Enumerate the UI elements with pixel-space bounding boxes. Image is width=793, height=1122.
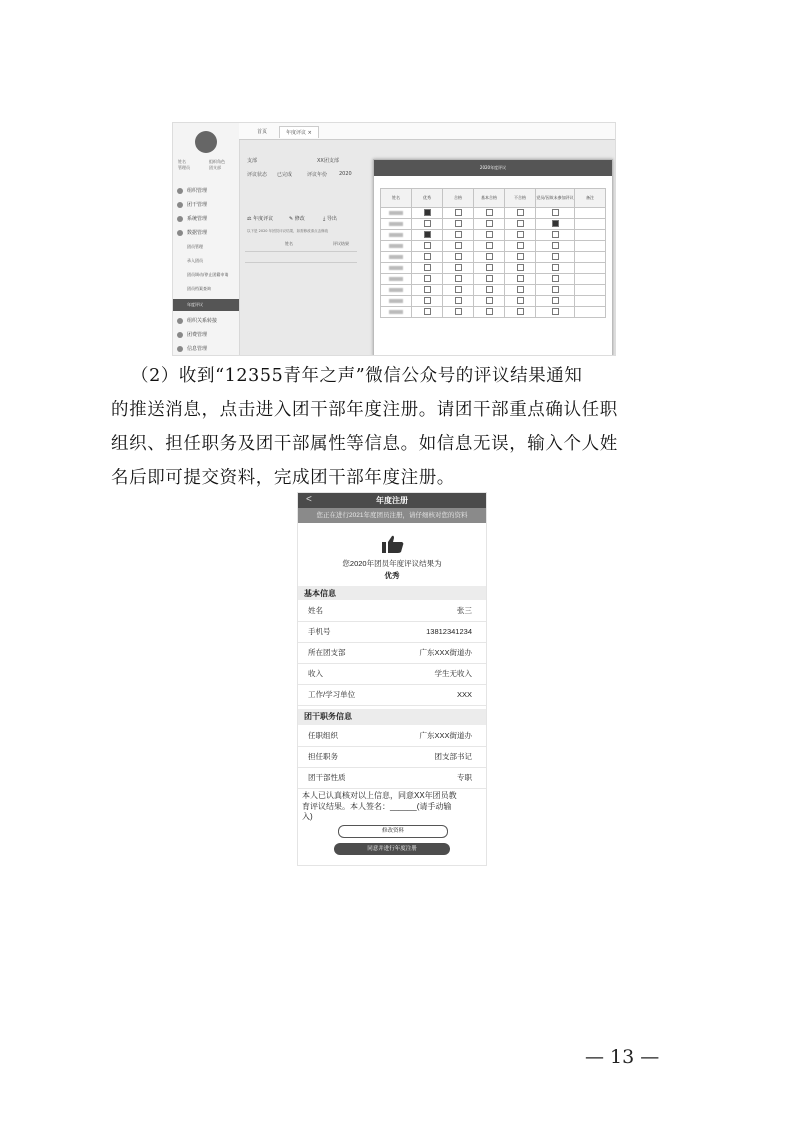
checkbox[interactable] [552,275,559,282]
grid-name-cell [381,263,412,274]
grid-check-cell [505,219,536,230]
info-row [298,663,486,685]
checkbox[interactable] [455,264,462,271]
hint-text: 以下是 2020 年团员评议结果，如需修改请点击修改 [247,229,329,233]
row-value: XXX [456,690,472,699]
menu-label: 组织关系转接 [187,318,218,324]
blurred-name [389,310,403,314]
blurred-name [389,233,403,237]
info-row [298,621,486,643]
grid-check-cell [536,208,575,219]
checkbox[interactable] [486,308,493,315]
grid-check-cell [474,296,505,307]
menu-label: 团费管理 [187,332,208,338]
grid-row [381,285,606,296]
checkbox[interactable] [517,297,524,304]
grid-note-cell [575,252,606,263]
filter-value[interactable]: XX团支部 [317,158,339,164]
checkbox[interactable] [552,209,559,216]
grid-check-cell [443,208,474,219]
row-key: 担任职务 [308,752,338,761]
checkbox[interactable] [486,264,493,271]
menu-label: 团干管理 [187,202,208,208]
grid-name-cell [381,307,412,318]
grid-check-cell [536,263,575,274]
export-button[interactable]: ⤓ 导出 [323,216,337,222]
grid-note-cell [575,296,606,307]
grid-check-cell [536,307,575,318]
blurred-name [389,255,403,259]
list-header: 姓名 [285,241,293,246]
checkbox[interactable] [517,242,524,249]
result-text: 您2020年团员年度评议结果为 [342,559,442,568]
grid-note-cell [575,208,606,219]
grid-check-cell [474,252,505,263]
checkbox[interactable] [517,231,524,238]
submenu-item[interactable]: 录入团员 [187,258,203,263]
grid-check-cell [536,296,575,307]
grid-check-cell [536,252,575,263]
checkbox[interactable] [486,297,493,304]
checkbox[interactable] [486,231,493,238]
evaluate-button[interactable]: ⚖ 年度评议 [247,216,274,222]
grid-check-cell [443,285,474,296]
menu-item-cadre[interactable] [173,199,239,211]
checkbox-checked[interactable] [552,220,559,227]
checkbox[interactable] [455,253,462,260]
checkbox[interactable] [424,308,431,315]
checkbox[interactable] [486,275,493,282]
checkbox[interactable] [552,253,559,260]
grid-check-cell [474,230,505,241]
money-icon [177,332,183,338]
grid-note-cell [575,230,606,241]
menu-label: 系统管理 [187,216,208,222]
filter-select[interactable]: 已完成 [277,172,293,178]
grid-note-cell [575,274,606,285]
grid-header: 姓名 [381,189,412,208]
grid-check-cell [536,285,575,296]
role-value: 团支部 [209,165,221,170]
row-value: 团支部书记 [434,752,472,761]
grid-name-cell [381,208,412,219]
grid-check-cell [412,263,443,274]
grid-check-cell [536,274,575,285]
grid-row [381,263,606,274]
page-number: — 13 — [585,1046,660,1068]
confirm-line[interactable]: 育评议结果。本人签名：______(请手动输 [302,801,452,811]
phone-screenshot [297,492,487,866]
grid-header: 不合格 [505,189,536,208]
checkbox[interactable] [552,242,559,249]
tab-evaluation[interactable] [279,126,319,138]
menu-item-org[interactable] [173,185,239,197]
grid-check-cell [474,219,505,230]
section-cadre-title: 团干职务信息 [298,709,486,725]
checkbox[interactable] [517,286,524,293]
grid-check-cell [443,296,474,307]
edit-button[interactable]: ✎ 修改 [289,216,305,222]
grid-row [381,230,606,241]
menu-label: 组织管理 [187,188,208,194]
blurred-name [389,244,403,248]
admin-screenshot [172,122,616,356]
sidebar [173,123,240,355]
row-value: 广东XXX街道办 [419,648,472,657]
grid-check-cell [505,252,536,263]
paragraph-line: 的推送消息，点击进入团干部年度注册。请团干部重点确认任职 [111,400,618,420]
evaluation-dialog [373,159,613,356]
grid-note-cell [575,219,606,230]
grid-note-cell [575,241,606,252]
filter-label: 支部 [247,158,258,164]
checkbox[interactable] [517,275,524,282]
grid-name-cell [381,219,412,230]
confirm-line: 入) [302,812,313,821]
grid-name-cell [381,274,412,285]
tab-home[interactable]: 首页 [257,129,268,135]
checkbox[interactable] [455,231,462,238]
confirm-line: 本人已认真核对以上信息，同意XX年团员教 [302,791,457,800]
grid-name-cell [381,241,412,252]
submenu-item-active[interactable]: 年度评议 [173,299,239,311]
checkbox[interactable] [517,209,524,216]
grid-row [381,296,606,307]
person-icon [177,202,183,208]
grid-check-cell [505,307,536,318]
checkbox[interactable] [517,308,524,315]
row-value: 13812341234 [426,627,472,636]
section-basic-title: 基本信息 [298,586,486,600]
grid-header: 合格 [443,189,474,208]
menu-label: 数据管理 [187,230,208,236]
grid-check-cell [443,241,474,252]
grid-check-cell [443,274,474,285]
grid-check-cell [412,219,443,230]
info-row [298,767,486,789]
menu-item-info[interactable] [173,343,239,355]
logo-icon [195,131,217,153]
grid-row [381,274,606,285]
grid-check-cell [536,230,575,241]
grid-check-cell [505,230,536,241]
grid-check-cell [412,307,443,318]
grid-check-cell [505,296,536,307]
checkbox[interactable] [552,286,559,293]
button-label: 年度评议 [253,216,274,222]
checkbox-checked[interactable] [424,231,431,238]
checkbox[interactable] [486,253,493,260]
grid-check-cell [474,307,505,318]
checkbox[interactable] [455,308,462,315]
paragraph-line: 组织、担任职务及团干部属性等信息。如信息无误，输入个人姓 [111,434,618,454]
nav-title: 年度注册 [298,493,486,508]
checkbox[interactable] [455,297,462,304]
user-info-left [178,159,190,171]
grid-header: 优秀 [412,189,443,208]
list-row[interactable] [245,251,357,263]
row-key: 工作/学习单位 [308,690,356,699]
checkbox[interactable] [424,275,431,282]
row-value: 专职 [457,773,472,782]
checkbox-checked[interactable] [424,209,431,216]
grid-name-cell [381,252,412,263]
grid-check-cell [505,208,536,219]
checkbox[interactable] [517,253,524,260]
grid-check-cell [474,274,505,285]
grid-note-cell [575,307,606,318]
grid-check-cell [443,263,474,274]
menu-item-system[interactable] [173,213,239,225]
grid-header: 备注 [575,189,606,208]
grid-header: 基本合格 [474,189,505,208]
info-icon [177,346,183,352]
dialog-title: 2020年度评议 [374,160,612,176]
button-label: 修改 [294,216,305,222]
checkbox[interactable] [486,220,493,227]
grid-check-cell [412,285,443,296]
evaluation-grid [380,188,606,318]
grid-header: 党员/因故未参加评议 [536,189,575,208]
checkbox[interactable] [455,242,462,249]
blurred-name [389,222,403,226]
checkbox[interactable] [486,209,493,216]
grid-row [381,208,606,219]
grid-check-cell [505,285,536,296]
confirm-text [302,791,484,823]
grid-note-cell [575,263,606,274]
checkbox[interactable] [552,264,559,271]
grid-row [381,219,606,230]
button-label: 导出 [326,216,337,222]
grid-name-cell [381,285,412,296]
checkbox[interactable] [424,220,431,227]
grid-check-cell [536,219,575,230]
grid-name-cell [381,296,412,307]
row-key: 所在团支部 [308,648,346,657]
blurred-name [389,299,403,303]
grid-check-cell [536,241,575,252]
menu-item-transfer[interactable] [173,315,239,327]
menu-item-fee[interactable] [173,329,239,341]
checkbox[interactable] [455,275,462,282]
result-value: 优秀 [384,571,400,580]
grid-check-cell [505,263,536,274]
grid-row [381,252,606,263]
thumbs-up-icon [382,535,404,553]
row-value: 学生无收入 [434,669,472,678]
checkbox[interactable] [424,286,431,293]
checkbox[interactable] [552,231,559,238]
grid-note-cell [575,285,606,296]
grid-check-cell [474,285,505,296]
user-info-right [209,159,225,171]
grid-check-cell [443,252,474,263]
row-key: 任职组织 [308,731,338,740]
checkbox[interactable] [424,297,431,304]
checkbox[interactable] [517,264,524,271]
submit-registration-button[interactable]: 同意并进行年度注册 [334,843,450,855]
paragraph-line: （2）收到“12355青年之声”微信公众号的评议结果通知 [131,366,583,386]
filter-pane [245,145,365,355]
grid-check-cell [412,296,443,307]
grid-check-cell [474,208,505,219]
checkbox[interactable] [552,308,559,315]
grid-check-cell [412,208,443,219]
filter-select[interactable]: 2020 [339,171,352,177]
blurred-name [389,277,403,281]
row-value: 广东XXX街道办 [419,731,472,740]
grid-check-cell [443,230,474,241]
info-row [298,746,486,768]
checkbox[interactable] [455,220,462,227]
submenu-item[interactable]: 团员档案查询 [187,286,211,291]
blurred-name [389,266,403,270]
info-row [298,600,486,622]
checkbox[interactable] [424,253,431,260]
data-icon [177,230,183,236]
checkbox[interactable] [486,286,493,293]
user-label: 姓名 [178,159,186,164]
grid-check-cell [505,274,536,285]
grid-row [381,241,606,252]
back-icon[interactable]: < [306,494,312,505]
info-row [298,725,486,747]
grid-name-cell [381,230,412,241]
grid-check-cell [412,230,443,241]
checkbox[interactable] [455,286,462,293]
grid-check-cell [474,263,505,274]
edit-profile-button[interactable]: 修改资料 [338,825,448,838]
blurred-name [389,211,403,215]
checkbox[interactable] [424,264,431,271]
gear-icon [177,216,183,222]
submenu-item[interactable]: 团员管理 [187,244,203,249]
filter-label: 评议状态 [247,172,268,178]
grid-check-cell [412,241,443,252]
checkbox[interactable] [517,220,524,227]
checkbox[interactable] [424,242,431,249]
grid-check-cell [412,252,443,263]
notice-bar: 您正在进行2021年度团员注册，请仔细核对您的资料 [298,508,486,523]
paragraph-line: 名后即可提交资料，完成团干部年度注册。 [111,468,455,488]
grid-row [381,307,606,318]
checkbox[interactable] [552,297,559,304]
row-key: 手机号 [308,627,331,636]
checkbox[interactable] [455,209,462,216]
submenu-item[interactable]: 团员调动/停止团籍申请 [187,272,229,277]
close-icon[interactable]: × [307,130,312,136]
transfer-icon [177,318,183,324]
menu-item-data[interactable] [173,227,239,239]
user-value: 管理员 [178,165,190,170]
row-value: 张三 [457,606,472,615]
grid-check-cell [443,307,474,318]
grid-check-cell [443,219,474,230]
tab-bar [239,123,615,140]
blurred-name [389,288,403,292]
row-key: 收入 [308,669,323,678]
grid-check-cell [412,274,443,285]
menu-label: 信息管理 [187,346,208,352]
people-icon [177,188,183,194]
info-row [298,684,486,706]
grid-check-cell [474,241,505,252]
grid-check-cell [505,241,536,252]
info-row [298,642,486,664]
row-key: 团干部性质 [308,773,346,782]
checkbox[interactable] [486,242,493,249]
filter-label: 评议年份 [307,172,328,178]
row-key: 姓名 [308,606,323,615]
role-label: 组织角色 [209,159,225,164]
tab-label: 年度评议 [286,130,307,136]
list-header: 评议结果 [333,241,349,246]
